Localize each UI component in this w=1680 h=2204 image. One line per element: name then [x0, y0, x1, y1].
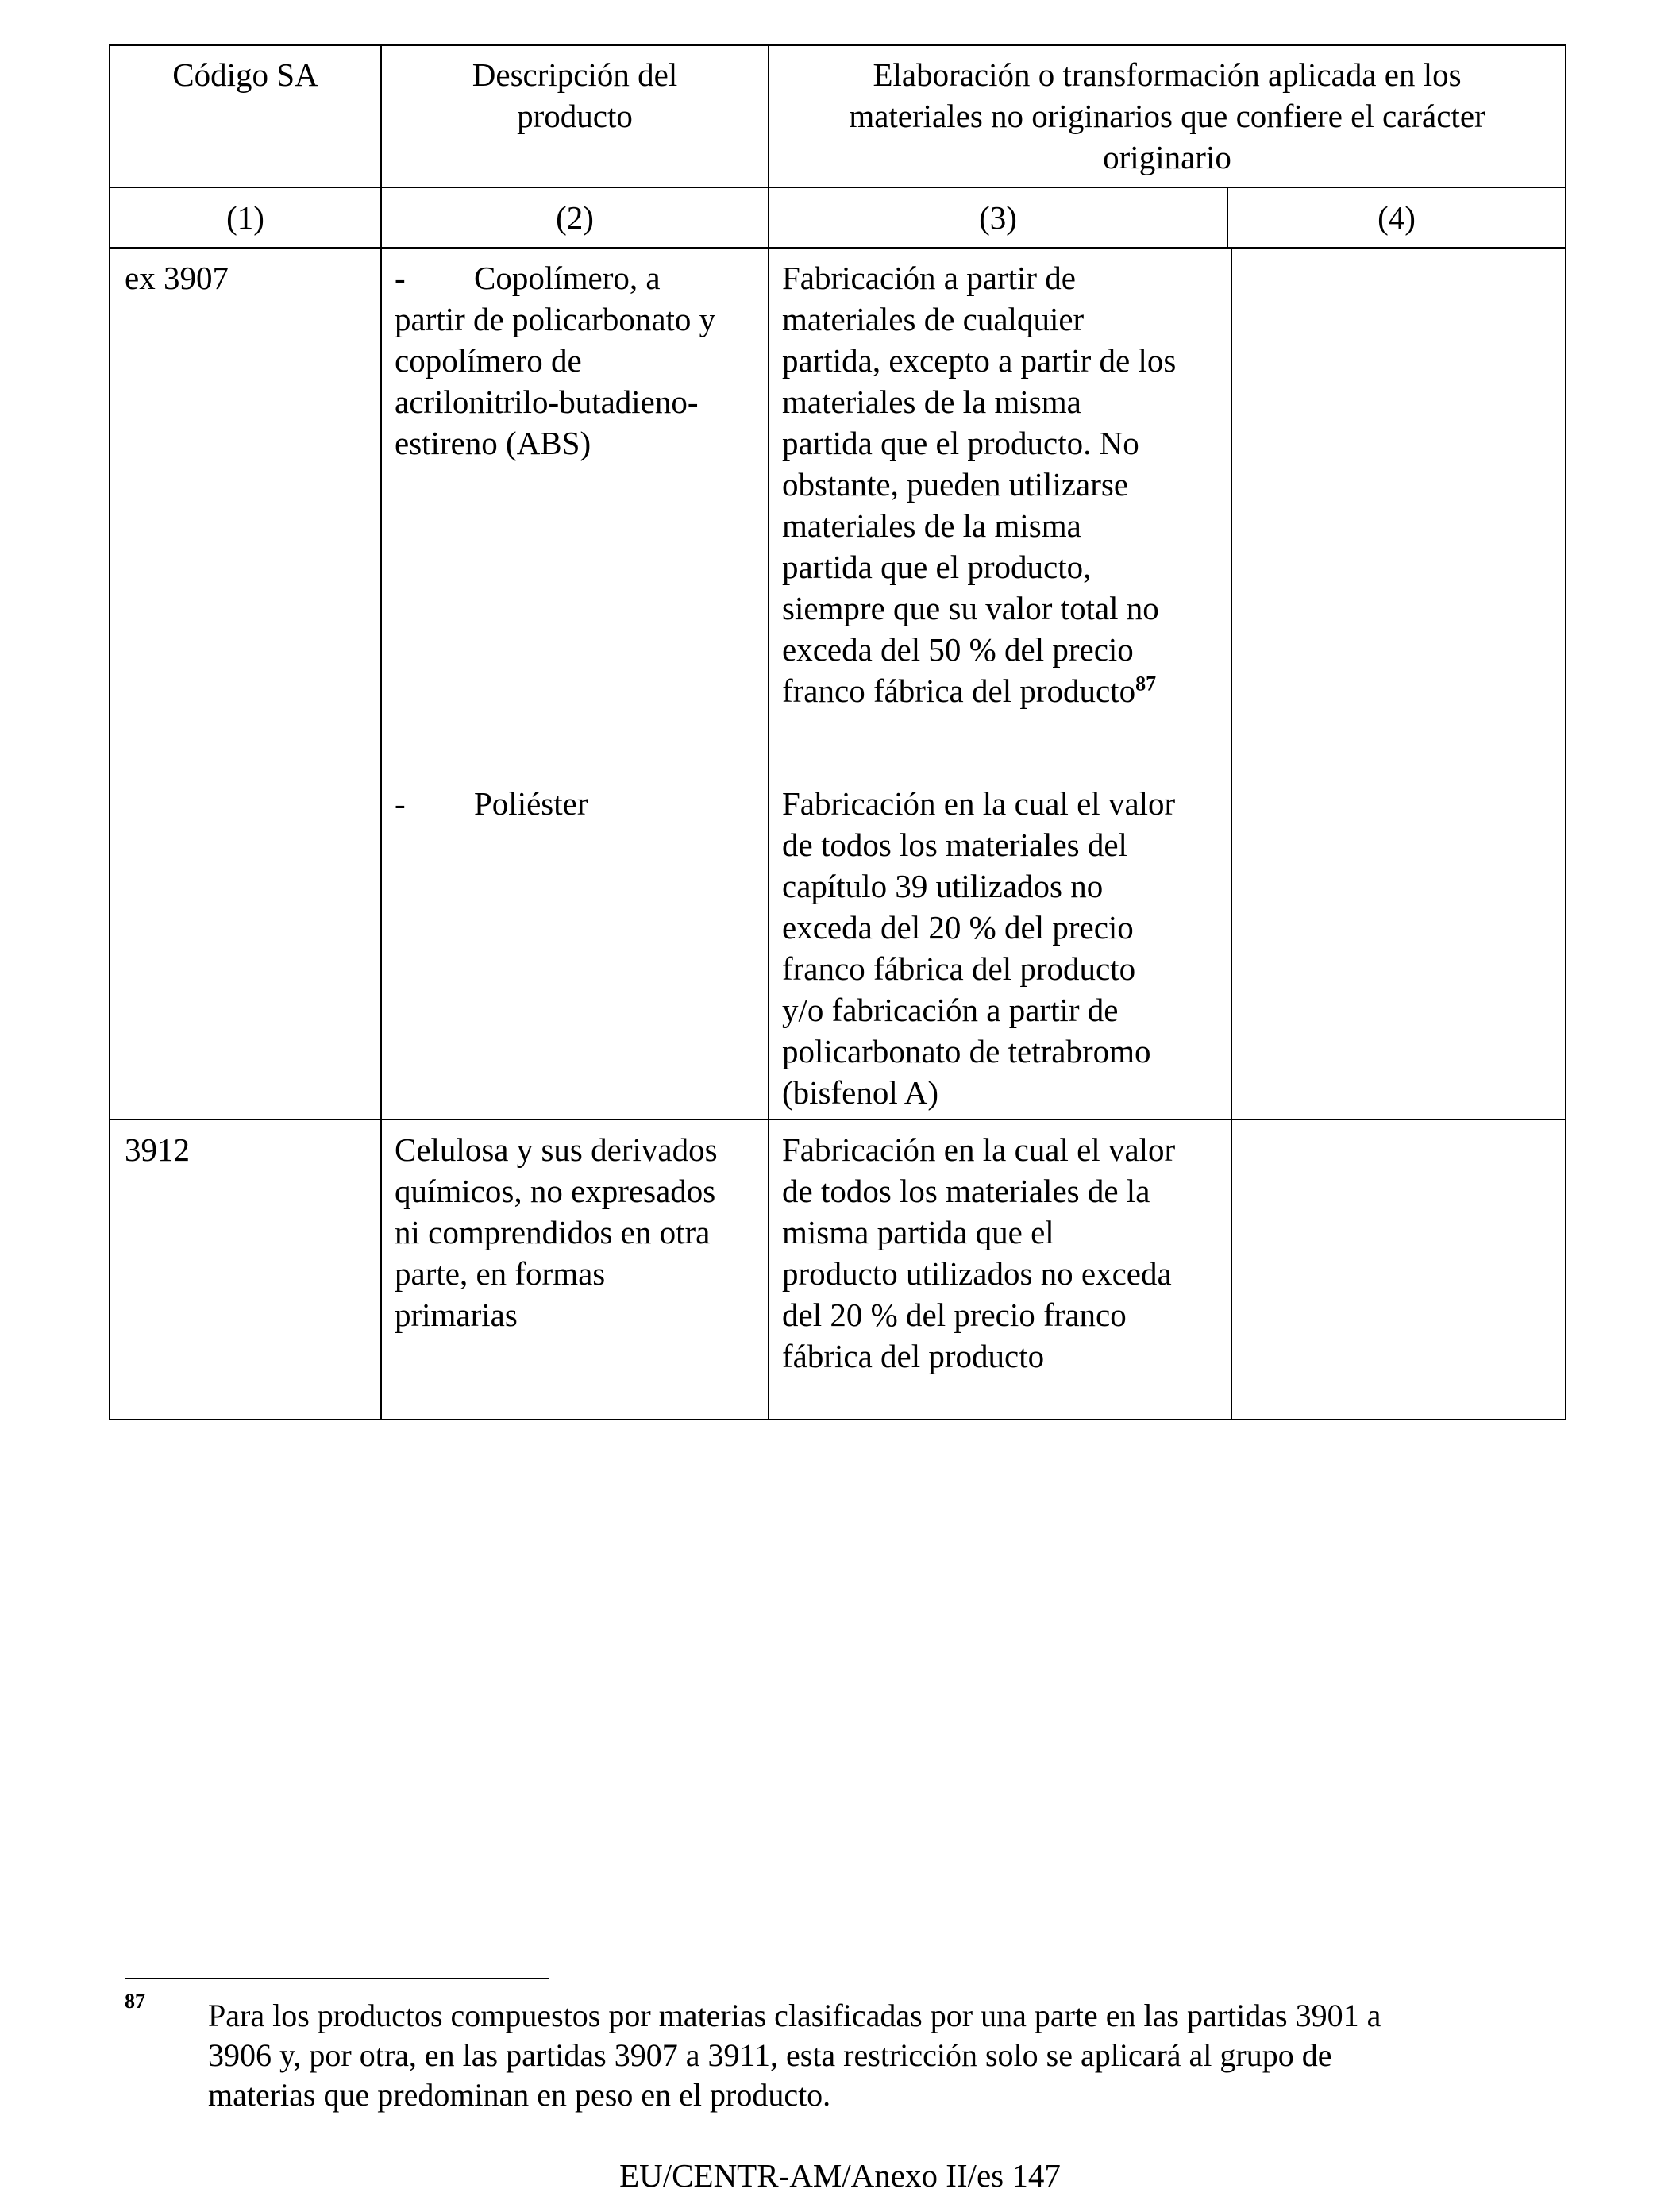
- column-number-2: (2): [556, 199, 594, 236]
- list-dash: -: [395, 260, 406, 296]
- header-product-description: Descripción del producto: [472, 56, 678, 134]
- origin-rules-table: [109, 44, 1566, 1420]
- col2-divider: [768, 46, 769, 1419]
- header-hs-code: Código SA: [172, 56, 318, 93]
- description-continuation: partir de policarbonato y copolímero de acrilonitrilo-butadieno- estireno (ABS): [395, 301, 716, 461]
- column-number-4: (4): [1378, 199, 1416, 236]
- page-footer: EU/CENTR-AM/Anexo II/es 147: [619, 2157, 1061, 2194]
- column-number-1: (1): [226, 199, 264, 236]
- row-hs-code: 3912: [125, 1131, 190, 1168]
- row-hs-code: ex 3907: [125, 260, 229, 296]
- row-rule-text: Fabricación en la cual el valor de todos los materiales del capítulo 39 utilizados no exceda del 20 % del precio franco fábrica del producto y/o fabricación a partir de policarbonato de tetrabromo (bisfenol A): [782, 785, 1176, 1111]
- description-first-line: Copolímero, a: [474, 260, 661, 296]
- row-rule-text: Fabricación en la cual el valor de todos los materiales de la misma partida que el producto utilizados no exceda del 20 % del precio franco fábrica del producto: [782, 1131, 1176, 1374]
- list-dash: -: [395, 785, 406, 822]
- header-bottom-rule: [110, 187, 1565, 188]
- col1-divider: [380, 46, 382, 1419]
- header-working-processing: Elaboración o transformación aplicada en los materiales no originarios que confiere el carácter originario: [849, 56, 1485, 175]
- footnote-text: Para los productos compuestos por materias clasificadas por una parte en las partidas 3901 a 3906 y, por otra, en las partidas 3907 a 3911, esta restricción solo se aplicará al grupo de materias que predominan en peso en el producto.: [208, 1998, 1381, 2113]
- footnote-number: 87: [125, 1990, 145, 2013]
- footnote-reference: 87: [1135, 672, 1157, 695]
- row-separator-rule: [110, 1119, 1565, 1120]
- description-first-line: Poliéster: [474, 785, 588, 822]
- footnote-separator: [125, 1978, 549, 1979]
- row-description-item: [395, 783, 765, 824]
- column-number-3: (3): [979, 199, 1017, 236]
- row-description: Celulosa y sus derivados químicos, no expresados ni comprendidos en otra parte, en formas primarias: [395, 1131, 718, 1333]
- col3-divider-body: [1231, 247, 1232, 1419]
- column-number-bottom-rule: [110, 247, 1565, 249]
- row-rule-text: [782, 257, 1227, 711]
- rule-text: Fabricación a partir de materiales de cualquier partida, excepto a partir de los materiales de la misma partida que el producto. No obstante, pueden utilizarse materiales de la misma partida que el producto, siempre que su valor total no exceda del 50 % del precio franco fábrica del producto: [782, 260, 1177, 709]
- row-description-item: [395, 257, 765, 464]
